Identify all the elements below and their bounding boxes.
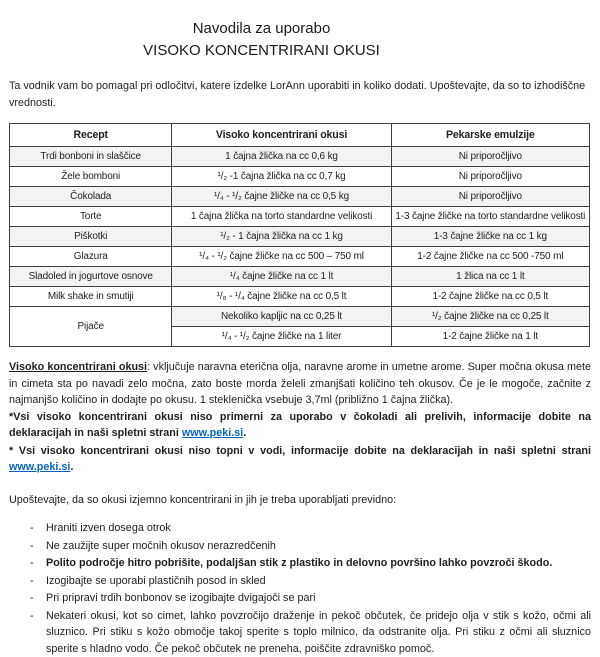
- col-header-recipe: Recept: [10, 124, 172, 147]
- caution-item-text: Izogibajte se uporabi plastičnih posod in skled: [46, 573, 591, 590]
- caution-item-text: Hraniti izven dosega otrok: [46, 520, 591, 537]
- list-item: [30, 555, 591, 572]
- cell-concentrated: ¹/₂ -1 čajna žlička na cc 0,7 kg: [172, 167, 391, 187]
- cell-emulsion: Ni priporočljivo: [391, 167, 589, 187]
- cell-emulsion: 1-3 čajne žličke na cc 1 kg: [391, 227, 589, 247]
- caution-intro: Upoštevajte, da so okusi izjemno koncentrirani in jih je treba uporabljati previdno:: [9, 492, 591, 509]
- caution-item-text: Pri pripravi trdih bonbonov se izogibajte dvigajoči se pari: [46, 590, 591, 607]
- table-row: [10, 267, 590, 287]
- cell-concentrated: ¹/₈ - ¹/₄ čajne žličke na cc 0,5 lt: [172, 287, 391, 307]
- cell-recipe: Čokolada: [10, 187, 172, 207]
- caution-item-text: Nekateri okusi, kot so cimet, lahko povzročijo draženje in pekoč občutek, če pridejo olja v stik s kožo, očmi ali sluznico. Pri stiku s kožo območje takoj sperite s toplo milnico, da odstranite olja. Pri stiku z očmi ali sluznico sperite s hladno vodo. Če pekoč občutek ne preneha, poiščite zdravniško pomoč.: [46, 608, 591, 657]
- cell-concentrated: 1 čajna žlička na torto standardne velikosti: [172, 207, 391, 227]
- table-row: [10, 207, 590, 227]
- bullet-dash: -: [30, 573, 46, 590]
- caution-item-text: Ne zaužijte super močnih okusov nerazredčenih: [46, 538, 591, 555]
- page-title: Navodila za uporabo: [9, 18, 514, 40]
- note-chocolate-text: *Vsi visoko koncentrirani okusi niso primerni za uporabo v čokoladi ali prelivih, informacije dobite na deklaracijah in naši spletni strani: [9, 411, 591, 440]
- note-chocolate: [9, 409, 591, 442]
- cell-concentrated: ¹/₂ - 1 čajna žlička na cc 1 kg: [172, 227, 391, 247]
- bullet-dash: -: [30, 555, 46, 572]
- dosage-table: [9, 123, 590, 347]
- cell-emulsion: 1-2 čajne žličke na 1 lt: [391, 327, 589, 347]
- cell-emulsion: 1-2 čajne žličke na cc 0,5 lt: [391, 287, 589, 307]
- bullet-dash: -: [30, 538, 46, 555]
- cell-concentrated: ¹/₄ čajne žličke na cc 1 lt: [172, 267, 391, 287]
- table-row: [10, 247, 590, 267]
- note-water: [9, 443, 591, 476]
- cell-recipe: Glazura: [10, 247, 172, 267]
- cell-recipe: Milk shake in smutiji: [10, 287, 172, 307]
- cell-concentrated: ¹/₄ - ¹/₂ čajne žličke na cc 0,5 kg: [172, 187, 391, 207]
- cell-recipe: Trdi bonboni in slaščice: [10, 147, 172, 167]
- note-water-text: * Vsi visoko koncentrirani okusi niso topni v vodi, informacije dobite na deklaracijah in naši spletni strani: [9, 445, 591, 457]
- cell-recipe: Pijače: [10, 307, 172, 347]
- table-row: [10, 287, 590, 307]
- cell-emulsion: 1-2 čajne žličke na cc 500 -750 ml: [391, 247, 589, 267]
- cell-emulsion: ¹/₂ čajne žličke na cc 0,25 lt: [391, 307, 589, 327]
- list-item: [30, 608, 591, 657]
- cell-recipe: Torte: [10, 207, 172, 227]
- intro-paragraph: Ta vodnik vam bo pomagal pri odločitvi, katere izdelke LorAnn uporabiti in koliko dodati. Upoštevajte, da so to izhodiščne vrednosti.: [9, 78, 591, 111]
- bullet-dash: -: [30, 608, 46, 657]
- caution-item-text: Polito področje hitro pobrišite, podaljšan stik z plastiko in delovno površino lahko povzroči škodo.: [46, 555, 591, 572]
- cell-emulsion: Ni priporočljivo: [391, 187, 589, 207]
- cell-recipe: Sladoled in jogurtove osnove: [10, 267, 172, 287]
- peki-link[interactable]: www.peki.si: [182, 427, 243, 439]
- col-header-emulsion: Pekarske emulzije: [391, 124, 589, 147]
- list-item: [30, 538, 591, 555]
- cell-recipe: Žele bomboni: [10, 167, 172, 187]
- list-item: [30, 573, 591, 590]
- bullet-dash: -: [30, 520, 46, 537]
- table-row: [10, 187, 590, 207]
- table-row: [10, 307, 590, 327]
- description-text: : vključuje naravna eterična olja, naravne arome in umetne arome. Super močna okusa mete in cimeta sta po navadi zelo močna, zato boste morda želeli zmanjšati količino teh okusov. Če je le mogoče, začnite z najmanjšo količino in dodajte po okusu. 1 steklenička vsebuje 3,7ml (približno 1 čajna žlička).: [9, 361, 591, 406]
- note-water-suffix: .: [70, 461, 73, 473]
- table-row: [10, 147, 590, 167]
- cell-emulsion: 1 žlica na cc 1 lt: [391, 267, 589, 287]
- cell-emulsion: 1-3 čajne žličke na torto standardne velikosti: [391, 207, 589, 227]
- document-title-block: [9, 18, 514, 62]
- bullet-dash: -: [30, 590, 46, 607]
- cell-concentrated: Nekoliko kapljic na cc 0,25 lt: [172, 307, 391, 327]
- note-chocolate-suffix: .: [243, 427, 246, 439]
- col-header-concentrated: Visoko koncentrirani okusi: [172, 124, 391, 147]
- cell-emulsion: Ni priporočljivo: [391, 147, 589, 167]
- table-row: [10, 167, 590, 187]
- caution-list: [30, 520, 591, 657]
- list-item: [30, 520, 591, 537]
- cell-concentrated: 1 čajna žlička na cc 0,6 kg: [172, 147, 391, 167]
- cell-concentrated: ¹/₄ - ¹/₂ čajne žličke na cc 500 – 750 ml: [172, 247, 391, 267]
- cell-recipe: Piškotki: [10, 227, 172, 247]
- description-lead-label: Visoko koncentrirani okusi: [9, 361, 147, 373]
- table-header-row: [10, 124, 590, 147]
- list-item: [30, 590, 591, 607]
- cell-concentrated: ¹/₄ - ¹/₂ čajne žličke na 1 liter: [172, 327, 391, 347]
- description-paragraph: [9, 359, 591, 409]
- peki-link[interactable]: www.peki.si: [9, 461, 70, 473]
- page-subtitle: VISOKO KONCENTRIRANI OKUSI: [9, 40, 514, 62]
- table-row: [10, 227, 590, 247]
